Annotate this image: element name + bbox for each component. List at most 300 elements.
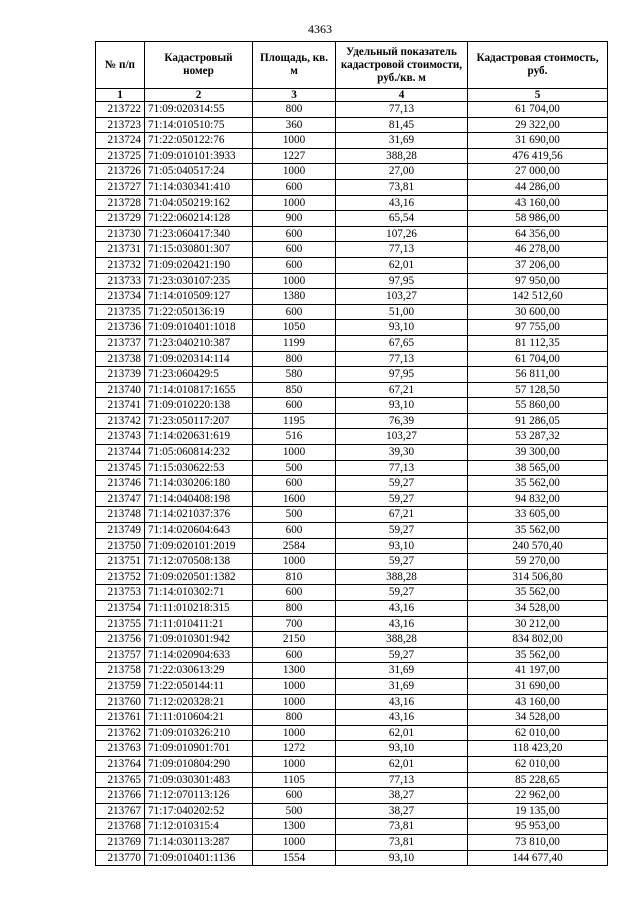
table-row — [96, 710, 608, 726]
cell-unit-value: 59,27 — [336, 491, 468, 507]
cell-cadastral-number: 71:22:050122:76 — [145, 133, 253, 149]
cell-cadastral-number: 71:15:030801:307 — [145, 242, 253, 258]
cell-row-number: 213741 — [96, 398, 145, 414]
cell-unit-value: 62,01 — [336, 756, 468, 772]
cell-row-number: 213737 — [96, 335, 145, 351]
table-row — [96, 850, 608, 866]
cell-unit-value: 62,01 — [336, 725, 468, 741]
cell-unit-value: 81,45 — [336, 117, 468, 133]
cell-cadastral-cost: 30 600,00 — [468, 304, 608, 320]
cell-unit-value: 103,27 — [336, 289, 468, 305]
cell-cadastral-number: 71:12:070113:126 — [145, 788, 253, 804]
cell-unit-value: 67,65 — [336, 335, 468, 351]
cell-area: 1000 — [253, 133, 336, 149]
cell-unit-value: 43,16 — [336, 616, 468, 632]
cell-area: 600 — [253, 585, 336, 601]
cell-cadastral-number: 71:09:020421:190 — [145, 257, 253, 273]
cell-cadastral-cost: 35 562,00 — [468, 476, 608, 492]
cell-area: 1272 — [253, 741, 336, 757]
table-row — [96, 226, 608, 242]
cell-cadastral-number: 71:09:020101:2019 — [145, 538, 253, 554]
header-cadastral-cost: Кадастровая стоимость, руб. — [468, 42, 608, 89]
cell-area: 500 — [253, 803, 336, 819]
cell-unit-value: 103,27 — [336, 429, 468, 445]
table-row — [96, 257, 608, 273]
cell-cadastral-cost: 43 160,00 — [468, 195, 608, 211]
cell-cadastral-cost: 97 755,00 — [468, 320, 608, 336]
cell-row-number: 213759 — [96, 678, 145, 694]
table-row — [96, 211, 608, 227]
cell-cadastral-cost: 53 287,32 — [468, 429, 608, 445]
cell-row-number: 213756 — [96, 632, 145, 648]
cell-row-number: 213732 — [96, 257, 145, 273]
cell-cadastral-cost: 57 128,50 — [468, 382, 608, 398]
cell-area: 900 — [253, 211, 336, 227]
cell-area: 1000 — [253, 756, 336, 772]
cell-area: 1000 — [253, 445, 336, 461]
cell-row-number: 213770 — [96, 850, 145, 866]
cell-area: 800 — [253, 351, 336, 367]
cell-row-number: 213751 — [96, 554, 145, 570]
table-body — [96, 102, 608, 866]
cell-cadastral-cost: 118 423,20 — [468, 741, 608, 757]
cell-row-number: 213754 — [96, 601, 145, 617]
cell-row-number: 213735 — [96, 304, 145, 320]
cell-cadastral-number: 71:12:020328:21 — [145, 694, 253, 710]
cell-cadastral-cost: 37 206,00 — [468, 257, 608, 273]
cell-row-number: 213766 — [96, 788, 145, 804]
cell-cadastral-number: 71:09:010326:210 — [145, 725, 253, 741]
cell-cadastral-number: 71:23:060417:340 — [145, 226, 253, 242]
cell-cadastral-number: 71:11:010218:315 — [145, 601, 253, 617]
cell-cadastral-cost: 85 228,65 — [468, 772, 608, 788]
table-row — [96, 647, 608, 663]
cell-row-number: 213758 — [96, 663, 145, 679]
cell-row-number: 213763 — [96, 741, 145, 757]
cell-row-number: 213757 — [96, 647, 145, 663]
cell-cadastral-cost: 240 570,40 — [468, 538, 608, 554]
cell-cadastral-cost: 61 704,00 — [468, 351, 608, 367]
table-row — [96, 772, 608, 788]
cell-row-number: 213752 — [96, 569, 145, 585]
cell-cadastral-number: 71:09:030301:483 — [145, 772, 253, 788]
cell-area: 1000 — [253, 694, 336, 710]
cell-area: 810 — [253, 569, 336, 585]
header-cadastral-number: Кадастровый номер — [145, 42, 253, 89]
cell-row-number: 213769 — [96, 834, 145, 850]
cell-cadastral-cost: 30 212,00 — [468, 616, 608, 632]
cell-cadastral-number: 71:05:040517:24 — [145, 164, 253, 180]
cell-row-number: 213725 — [96, 148, 145, 164]
cell-unit-value: 62,01 — [336, 257, 468, 273]
cell-unit-value: 67,21 — [336, 507, 468, 523]
cell-cadastral-number: 71:22:050136:19 — [145, 304, 253, 320]
cell-cadastral-cost: 476 419,56 — [468, 148, 608, 164]
cell-cadastral-number: 71:23:050117:207 — [145, 413, 253, 429]
cell-row-number: 213734 — [96, 289, 145, 305]
column-number: 5 — [468, 89, 608, 102]
cell-cadastral-number: 71:12:070508:138 — [145, 554, 253, 570]
cell-cadastral-number: 71:23:040210:387 — [145, 335, 253, 351]
table-row — [96, 663, 608, 679]
cell-unit-value: 93,10 — [336, 850, 468, 866]
cell-cadastral-cost: 46 278,00 — [468, 242, 608, 258]
cell-area: 600 — [253, 476, 336, 492]
cell-unit-value: 59,27 — [336, 476, 468, 492]
cell-row-number: 213740 — [96, 382, 145, 398]
cell-unit-value: 107,26 — [336, 226, 468, 242]
cell-cadastral-number: 71:14:010817:1655 — [145, 382, 253, 398]
cell-cadastral-cost: 58 986,00 — [468, 211, 608, 227]
cell-cadastral-number: 71:14:030206:180 — [145, 476, 253, 492]
cell-area: 500 — [253, 507, 336, 523]
cell-unit-value: 51,00 — [336, 304, 468, 320]
cell-unit-value: 43,16 — [336, 694, 468, 710]
cell-row-number: 213746 — [96, 476, 145, 492]
cell-row-number: 213724 — [96, 133, 145, 149]
cell-cadastral-number: 71:09:010901:701 — [145, 741, 253, 757]
cell-cadastral-cost: 29 322,00 — [468, 117, 608, 133]
header-row-number: № п/п — [96, 42, 145, 89]
table-row — [96, 148, 608, 164]
cell-cadastral-cost: 834 802,00 — [468, 632, 608, 648]
header-area: Площадь, кв. м — [253, 42, 336, 89]
table-row — [96, 133, 608, 149]
cell-cadastral-number: 71:14:040408:198 — [145, 491, 253, 507]
cell-area: 700 — [253, 616, 336, 632]
cell-row-number: 213764 — [96, 756, 145, 772]
cell-cadastral-cost: 56 811,00 — [468, 367, 608, 383]
cell-unit-value: 38,27 — [336, 788, 468, 804]
cell-unit-value: 27,00 — [336, 164, 468, 180]
cell-cadastral-cost: 43 160,00 — [468, 694, 608, 710]
table-row — [96, 195, 608, 211]
cell-cadastral-number: 71:22:030613:29 — [145, 663, 253, 679]
cell-unit-value: 38,27 — [336, 803, 468, 819]
table-row — [96, 273, 608, 289]
cell-unit-value: 73,81 — [336, 834, 468, 850]
cell-cadastral-cost: 61 704,00 — [468, 102, 608, 118]
cell-unit-value: 388,28 — [336, 569, 468, 585]
column-number: 4 — [336, 89, 468, 102]
cell-area: 600 — [253, 398, 336, 414]
cell-cadastral-cost: 34 528,00 — [468, 710, 608, 726]
cell-cadastral-number: 71:14:020904:633 — [145, 647, 253, 663]
table-row — [96, 834, 608, 850]
table-row — [96, 164, 608, 180]
table-row — [96, 398, 608, 414]
table-row — [96, 819, 608, 835]
column-number-row — [96, 89, 608, 102]
cell-row-number: 213739 — [96, 367, 145, 383]
cell-row-number: 213761 — [96, 710, 145, 726]
cell-cadastral-number: 71:12:010315:4 — [145, 819, 253, 835]
cell-cadastral-cost: 31 690,00 — [468, 133, 608, 149]
cell-area: 600 — [253, 647, 336, 663]
cell-cadastral-number: 71:05:060814:232 — [145, 445, 253, 461]
cell-unit-value: 59,27 — [336, 647, 468, 663]
table-row — [96, 320, 608, 336]
cell-area: 800 — [253, 102, 336, 118]
cell-area: 1195 — [253, 413, 336, 429]
cell-row-number: 213753 — [96, 585, 145, 601]
cell-cadastral-cost: 94 832,00 — [468, 491, 608, 507]
cell-area: 580 — [253, 367, 336, 383]
cell-cadastral-number: 71:14:010510:75 — [145, 117, 253, 133]
cell-area: 1300 — [253, 819, 336, 835]
cell-cadastral-cost: 39 300,00 — [468, 445, 608, 461]
cell-cadastral-number: 71:23:060429:5 — [145, 367, 253, 383]
table-row — [96, 756, 608, 772]
table-row — [96, 569, 608, 585]
table-row — [96, 429, 608, 445]
cell-area: 1050 — [253, 320, 336, 336]
cell-row-number: 213767 — [96, 803, 145, 819]
column-number: 2 — [145, 89, 253, 102]
cell-cadastral-cost: 31 690,00 — [468, 678, 608, 694]
cell-area: 1300 — [253, 663, 336, 679]
table-row — [96, 289, 608, 305]
cell-area: 600 — [253, 304, 336, 320]
cell-area: 600 — [253, 788, 336, 804]
cell-row-number: 213768 — [96, 819, 145, 835]
table-row — [96, 788, 608, 804]
cell-cadastral-number: 71:11:010411:21 — [145, 616, 253, 632]
cell-row-number: 213731 — [96, 242, 145, 258]
cell-row-number: 213736 — [96, 320, 145, 336]
table-row — [96, 445, 608, 461]
cell-area: 1227 — [253, 148, 336, 164]
cell-row-number: 213743 — [96, 429, 145, 445]
cell-cadastral-number: 71:09:010101:3933 — [145, 148, 253, 164]
header-unit-value: Удельный показатель кадастровой стоимости, руб./кв. м — [336, 42, 468, 89]
cell-cadastral-cost: 41 197,00 — [468, 663, 608, 679]
cell-cadastral-number: 71:23:030107:235 — [145, 273, 253, 289]
column-number: 1 — [96, 89, 145, 102]
table-row — [96, 803, 608, 819]
cell-cadastral-cost: 97 950,00 — [468, 273, 608, 289]
cell-unit-value: 59,27 — [336, 554, 468, 570]
cell-cadastral-cost: 27 000,00 — [468, 164, 608, 180]
table-row — [96, 351, 608, 367]
cell-area: 1000 — [253, 164, 336, 180]
table-row — [96, 413, 608, 429]
cell-unit-value: 77,13 — [336, 242, 468, 258]
cell-area: 850 — [253, 382, 336, 398]
cell-unit-value: 43,16 — [336, 710, 468, 726]
cell-area: 600 — [253, 242, 336, 258]
cell-area: 600 — [253, 226, 336, 242]
cell-row-number: 213738 — [96, 351, 145, 367]
cell-cadastral-number: 71:09:010220:138 — [145, 398, 253, 414]
table-row — [96, 507, 608, 523]
cell-cadastral-number: 71:14:030113:287 — [145, 834, 253, 850]
column-number: 3 — [253, 89, 336, 102]
cell-cadastral-number: 71:22:060214:128 — [145, 211, 253, 227]
table-row — [96, 382, 608, 398]
cell-cadastral-number: 71:14:020631:619 — [145, 429, 253, 445]
table-row — [96, 335, 608, 351]
cell-area: 600 — [253, 179, 336, 195]
table-row — [96, 304, 608, 320]
cell-area: 1000 — [253, 725, 336, 741]
table-row — [96, 476, 608, 492]
table-row — [96, 632, 608, 648]
cell-cadastral-cost: 64 356,00 — [468, 226, 608, 242]
cell-area: 1554 — [253, 850, 336, 866]
cell-row-number: 213744 — [96, 445, 145, 461]
cell-cadastral-cost: 38 565,00 — [468, 460, 608, 476]
cell-unit-value: 97,95 — [336, 367, 468, 383]
header-row — [96, 42, 608, 89]
table-row — [96, 179, 608, 195]
cell-area: 600 — [253, 257, 336, 273]
cell-cadastral-cost: 73 810,00 — [468, 834, 608, 850]
table-row — [96, 585, 608, 601]
cell-cadastral-number: 71:04:050219:162 — [145, 195, 253, 211]
cell-row-number: 213742 — [96, 413, 145, 429]
cell-row-number: 213723 — [96, 117, 145, 133]
cell-cadastral-number: 71:09:010804:290 — [145, 756, 253, 772]
cell-unit-value: 77,13 — [336, 460, 468, 476]
cell-row-number: 213748 — [96, 507, 145, 523]
cell-cadastral-number: 71:14:010302:71 — [145, 585, 253, 601]
table-row — [96, 367, 608, 383]
table-row — [96, 538, 608, 554]
table-row — [96, 616, 608, 632]
table-row — [96, 491, 608, 507]
cell-cadastral-number: 71:09:010401:1136 — [145, 850, 253, 866]
cell-row-number: 213760 — [96, 694, 145, 710]
cell-row-number: 213722 — [96, 102, 145, 118]
cell-row-number: 213762 — [96, 725, 145, 741]
cell-row-number: 213750 — [96, 538, 145, 554]
cell-area: 800 — [253, 710, 336, 726]
cell-area: 2584 — [253, 538, 336, 554]
cell-cadastral-cost: 91 286,05 — [468, 413, 608, 429]
table-row — [96, 117, 608, 133]
cell-unit-value: 65,54 — [336, 211, 468, 227]
cell-cadastral-cost: 35 562,00 — [468, 647, 608, 663]
cell-unit-value: 93,10 — [336, 398, 468, 414]
cell-area: 1000 — [253, 678, 336, 694]
cell-area: 2150 — [253, 632, 336, 648]
cell-cadastral-cost: 55 860,00 — [468, 398, 608, 414]
cell-cadastral-number: 71:09:010301:942 — [145, 632, 253, 648]
cell-unit-value: 31,69 — [336, 663, 468, 679]
cell-cadastral-number: 71:09:020501:1382 — [145, 569, 253, 585]
cell-unit-value: 73,81 — [336, 179, 468, 195]
cell-unit-value: 76,39 — [336, 413, 468, 429]
cell-area: 1000 — [253, 834, 336, 850]
cell-cadastral-cost: 95 953,00 — [468, 819, 608, 835]
cell-unit-value: 93,10 — [336, 320, 468, 336]
cell-cadastral-number: 71:14:020604:643 — [145, 523, 253, 539]
cadastral-value-table — [95, 41, 608, 866]
cell-cadastral-cost: 35 562,00 — [468, 585, 608, 601]
table-row — [96, 242, 608, 258]
cell-unit-value: 39,30 — [336, 445, 468, 461]
cell-row-number: 213728 — [96, 195, 145, 211]
cell-cadastral-cost: 34 528,00 — [468, 601, 608, 617]
cell-unit-value: 31,69 — [336, 678, 468, 694]
table-row — [96, 102, 608, 118]
cell-cadastral-cost: 144 677,40 — [468, 850, 608, 866]
page-number: 4363 — [308, 22, 332, 36]
cell-area: 600 — [253, 523, 336, 539]
cell-unit-value: 59,27 — [336, 585, 468, 601]
cell-cadastral-cost: 33 605,00 — [468, 507, 608, 523]
cell-area: 1600 — [253, 491, 336, 507]
cell-cadastral-cost: 62 010,00 — [468, 725, 608, 741]
cell-row-number: 213726 — [96, 164, 145, 180]
cell-cadastral-cost: 44 286,00 — [468, 179, 608, 195]
cell-unit-value: 93,10 — [336, 538, 468, 554]
cell-unit-value: 73,81 — [336, 819, 468, 835]
cell-unit-value: 93,10 — [336, 741, 468, 757]
cell-row-number: 213747 — [96, 491, 145, 507]
cell-row-number: 213765 — [96, 772, 145, 788]
cell-area: 360 — [253, 117, 336, 133]
table-row — [96, 460, 608, 476]
cell-cadastral-cost: 22 962,00 — [468, 788, 608, 804]
cell-area: 800 — [253, 601, 336, 617]
cell-unit-value: 31,69 — [336, 133, 468, 149]
cell-cadastral-number: 71:14:010509:127 — [145, 289, 253, 305]
cell-area: 1380 — [253, 289, 336, 305]
cell-cadastral-number: 71:09:010401:1018 — [145, 320, 253, 336]
cell-cadastral-cost: 59 270,00 — [468, 554, 608, 570]
cell-unit-value: 77,13 — [336, 351, 468, 367]
cell-row-number: 213745 — [96, 460, 145, 476]
cell-unit-value: 67,21 — [336, 382, 468, 398]
cell-unit-value: 43,16 — [336, 195, 468, 211]
cell-row-number: 213727 — [96, 179, 145, 195]
cell-area: 500 — [253, 460, 336, 476]
cell-unit-value: 59,27 — [336, 523, 468, 539]
cell-unit-value: 77,13 — [336, 102, 468, 118]
cell-cadastral-cost: 19 135,00 — [468, 803, 608, 819]
cell-area: 1105 — [253, 772, 336, 788]
cell-unit-value: 43,16 — [336, 601, 468, 617]
cell-cadastral-cost: 35 562,00 — [468, 523, 608, 539]
table-row — [96, 554, 608, 570]
table-row — [96, 694, 608, 710]
table-row — [96, 601, 608, 617]
cell-cadastral-cost: 314 506,80 — [468, 569, 608, 585]
cell-area: 1000 — [253, 195, 336, 211]
cell-unit-value: 77,13 — [336, 772, 468, 788]
cell-row-number: 213733 — [96, 273, 145, 289]
cell-unit-value: 388,28 — [336, 148, 468, 164]
cell-area: 1000 — [253, 273, 336, 289]
table-row — [96, 741, 608, 757]
cell-cadastral-cost: 142 512,60 — [468, 289, 608, 305]
table-row — [96, 678, 608, 694]
cell-unit-value: 388,28 — [336, 632, 468, 648]
cell-row-number: 213749 — [96, 523, 145, 539]
cell-area: 1000 — [253, 554, 336, 570]
cell-cadastral-cost: 62 010,00 — [468, 756, 608, 772]
cell-unit-value: 97,95 — [336, 273, 468, 289]
cell-cadastral-number: 71:09:020314:55 — [145, 102, 253, 118]
cell-cadastral-number: 71:15:030622:53 — [145, 460, 253, 476]
cell-cadastral-number: 71:22:050144:11 — [145, 678, 253, 694]
table-row — [96, 725, 608, 741]
cell-area: 1199 — [253, 335, 336, 351]
cell-row-number: 213729 — [96, 211, 145, 227]
cell-area: 516 — [253, 429, 336, 445]
